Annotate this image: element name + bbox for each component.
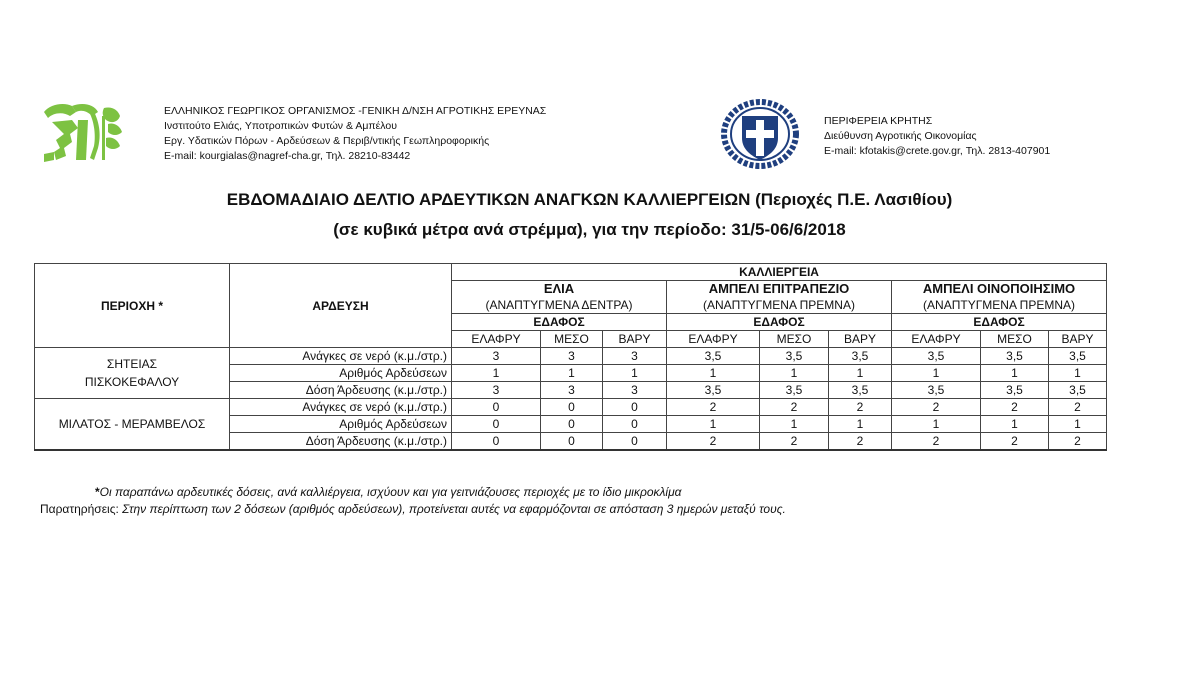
region-column-header: ΠΕΡΙΟΧΗ *	[35, 264, 230, 348]
crop-name-olive: ΕΛΙΑ	[452, 281, 667, 298]
region-line-3: E-mail: kfotakis@crete.gov.gr, Τηλ. 2813-407901	[824, 145, 1051, 157]
table-cell: 3,5	[981, 348, 1049, 365]
footnote	[95, 485, 682, 499]
table-cell: 0	[452, 416, 541, 433]
soil-type-medium: ΜΕΣΟ	[981, 331, 1049, 348]
table-cell: 1	[603, 365, 667, 382]
table-cell: 3,5	[1049, 348, 1107, 365]
table-cell: 0	[603, 399, 667, 416]
table-cell: 1	[829, 365, 892, 382]
crops-header: ΚΑΛΛΙΕΡΓΕΙΑ	[452, 264, 1107, 281]
crop-sub-wine-grape: (ΑΝΑΠΤΥΓΜΕΝΑ ΠΡΕΜΝΑ)	[892, 297, 1107, 314]
irrigation-column-header: ΑΡΔΕΥΣΗ	[230, 264, 452, 348]
table-cell: 2	[760, 433, 829, 451]
soil-header-olive: ΕΔΑΦΟΣ	[452, 314, 667, 331]
region-line-2: Διεύθυνση Αγροτικής Οικονομίας	[824, 130, 977, 142]
table-cell: 0	[603, 433, 667, 451]
table-cell: 3,5	[760, 382, 829, 399]
soil-header-wine-grape: ΕΔΑΦΟΣ	[892, 314, 1107, 331]
table-cell: 2	[667, 433, 760, 451]
crop-name-wine-grape: ΑΜΠΕΛΙ ΟΙΝΟΠΟΙΗΣΙΜΟ	[892, 281, 1107, 298]
table-cell: 0	[541, 399, 603, 416]
row-label: Ανάγκες σε νερό (κ.μ./στρ.)	[230, 399, 452, 416]
table-cell: 0	[452, 399, 541, 416]
table-cell: 1	[981, 365, 1049, 382]
table-cell: 1	[667, 416, 760, 433]
table-cell: 3	[541, 348, 603, 365]
region-name-line-1: ΣΗΤΕΙΑΣ	[106, 357, 158, 371]
table-cell: 3,5	[892, 348, 981, 365]
region-name-line-2: ΠΙΣΚΟΚΕΦΑΛΟΥ	[84, 375, 180, 389]
table-cell: 2	[981, 399, 1049, 416]
table-cell: 3	[541, 382, 603, 399]
institute-info	[164, 104, 584, 164]
crop-sub-olive: (ΑΝΑΠΤΥΓΜΕΝΑ ΔΕΝΤΡΑ)	[452, 297, 667, 314]
region-info	[824, 114, 1050, 159]
soil-type-heavy: ΒΑΡΥ	[1049, 331, 1107, 348]
table-cell: 1	[892, 416, 981, 433]
row-label: Δόση Άρδευσης (κ.μ./στρ.)	[230, 433, 452, 451]
table-cell: 2	[760, 399, 829, 416]
greek-emblem-icon	[720, 98, 800, 170]
table-cell: 3,5	[667, 348, 760, 365]
row-label: Αριθμός Αρδεύσεων	[230, 416, 452, 433]
table-cell: 3,5	[1049, 382, 1107, 399]
table-cell: 0	[603, 416, 667, 433]
region-name-sitia	[35, 348, 230, 399]
table-cell: 0	[452, 433, 541, 451]
soil-type-heavy: ΒΑΡΥ	[829, 331, 892, 348]
soil-type-heavy: ΒΑΡΥ	[603, 331, 667, 348]
table-cell: 0	[541, 416, 603, 433]
table-cell: 1	[981, 416, 1049, 433]
remarks-label: Παρατηρήσεις:	[40, 502, 123, 516]
remarks	[40, 502, 786, 516]
bulletin-title: ΕΒΔΟΜΑΔΙΑΙΟ ΔΕΛΤΙΟ ΑΡΔΕΥΤΙΚΩΝ ΑΝΑΓΚΩΝ ΚΑΛΛΙΕΡΓΕΙΩΝ (Περιοχές Π.Ε. Λασιθίου)	[226, 190, 953, 209]
soil-header-table-grape: ΕΔΑΦΟΣ	[667, 314, 892, 331]
soil-type-medium: ΜΕΣΟ	[760, 331, 829, 348]
table-cell: 3	[452, 382, 541, 399]
bulletin-subtitle: (σε κυβικά μέτρα ανά στρέμμα), για την περίοδο: 31/5-06/6/2018	[333, 220, 846, 239]
table-cell: 2	[829, 399, 892, 416]
crop-sub-table-grape: (ΑΝΑΠΤΥΓΜΕΝΑ ΠΡΕΜΝΑ)	[667, 297, 892, 314]
institute-line-4: E-mail: kourgialas@nagref-cha.gr, Τηλ. 28210-83442	[164, 150, 411, 162]
region-line-1: ΠΕΡΙΦΕΡΕΙΑ ΚΡΗΤΗΣ	[824, 115, 933, 127]
table-cell: 2	[892, 433, 981, 451]
table-cell: 2	[981, 433, 1049, 451]
table-cell: 1	[760, 365, 829, 382]
table-cell: 3,5	[667, 382, 760, 399]
table-cell: 3,5	[829, 348, 892, 365]
footnote-star: *	[95, 485, 100, 499]
irrigation-table	[34, 263, 1107, 451]
crop-name-table-grape: ΑΜΠΕΛΙ ΕΠΙΤΡΑΠΕΖΙΟ	[667, 281, 892, 298]
table-cell: 1	[1049, 365, 1107, 382]
table-row	[35, 348, 1107, 365]
row-label: Αριθμός Αρδεύσεων	[230, 365, 452, 382]
table-cell: 3,5	[760, 348, 829, 365]
table-cell: 1	[541, 365, 603, 382]
soil-type-light: ΕΛΑΦΡΥ	[667, 331, 760, 348]
institute-line-1: ΕΛΛΗΝΙΚΟΣ ΓΕΩΡΓΙΚΟΣ ΟΡΓΑΝΙΣΜΟΣ -ΓΕΝΙΚΗ Δ/ΝΣΗ ΑΓΡΟΤΙΚΗΣ ΕΡΕΥΝΑΣ	[164, 105, 547, 117]
table-cell: 2	[1049, 399, 1107, 416]
table-cell: 1	[667, 365, 760, 382]
footnote-text: Οι παραπάνω αρδευτικές δόσεις, ανά καλλιέργεια, ισχύουν και για γειτνιάζουσες περιοχές με το ίδιο μικροκλίμα	[99, 485, 682, 499]
institute-line-2: Ινστιτούτο Ελιάς, Υποτροπικών Φυτών & Αμπέλου	[164, 120, 397, 132]
table-cell: 3	[603, 382, 667, 399]
table-cell: 2	[667, 399, 760, 416]
table-cell: 2	[829, 433, 892, 451]
region-name-milatos: ΜΙΛΑΤΟΣ - ΜΕΡΑΜΒΕΛΟΣ	[35, 399, 230, 451]
table-cell: 3	[603, 348, 667, 365]
institute-line-3: Εργ. Υδατικών Πόρων - Αρδεύσεων & Περιβ/ντικής Γεωπληροφορικής	[164, 135, 490, 147]
table-cell: 0	[541, 433, 603, 451]
table-cell: 3,5	[892, 382, 981, 399]
table-cell: 1	[829, 416, 892, 433]
table-row	[35, 399, 1107, 416]
table-cell: 1	[892, 365, 981, 382]
soil-type-light: ΕΛΑΦΡΥ	[892, 331, 981, 348]
table-cell: 2	[892, 399, 981, 416]
row-label: Ανάγκες σε νερό (κ.μ./στρ.)	[230, 348, 452, 365]
table-cell: 2	[1049, 433, 1107, 451]
table-cell: 1	[760, 416, 829, 433]
remarks-text: Στην περίπτωση των 2 δόσεων (αριθμός αρδεύσεων), προτείνεται αυτές να εφαρμόζονται σε απόσταση 3 ημερών μεταξύ τους.	[122, 502, 786, 516]
elgo-logo-icon	[42, 98, 132, 166]
table-cell: 3,5	[981, 382, 1049, 399]
row-label: Δόση Άρδευσης (κ.μ./στρ.)	[230, 382, 452, 399]
soil-type-light: ΕΛΑΦΡΥ	[452, 331, 541, 348]
table-cell: 1	[1049, 416, 1107, 433]
table-cell: 3,5	[829, 382, 892, 399]
table-cell: 1	[452, 365, 541, 382]
table-cell: 3	[452, 348, 541, 365]
soil-type-medium: ΜΕΣΟ	[541, 331, 603, 348]
